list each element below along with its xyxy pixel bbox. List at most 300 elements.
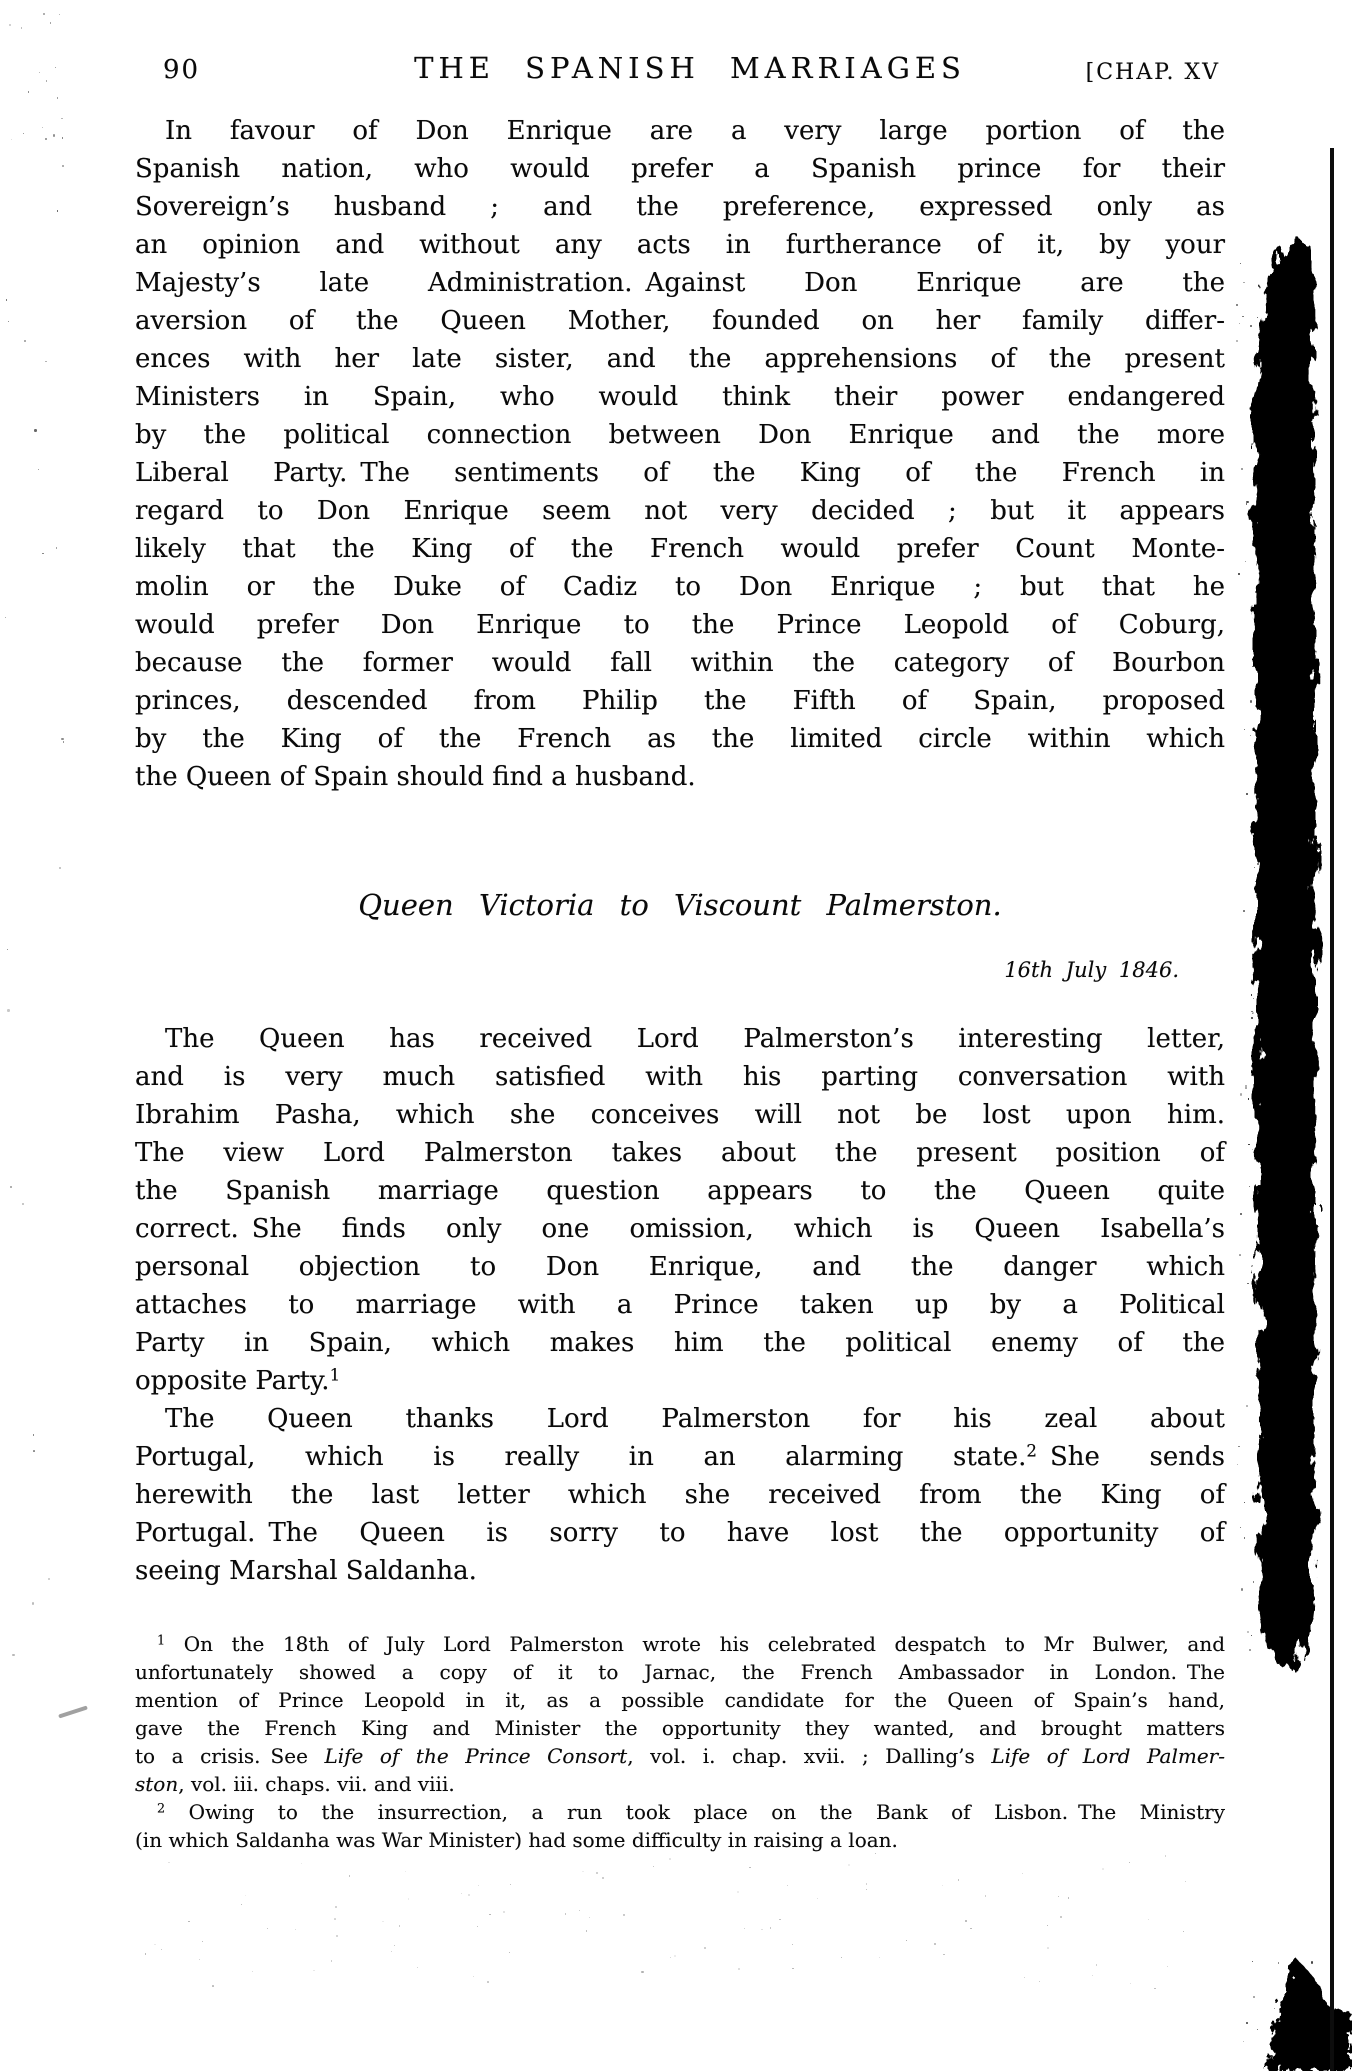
noise-dot: [509, 1952, 510, 1953]
text-run: the Queen of Spain should find a husband.: [135, 762, 696, 792]
noise-dot: [32, 1602, 34, 1604]
noise-dot: [1244, 729, 1245, 730]
noise-dot: [1257, 863, 1259, 865]
noise-dot: [1102, 1868, 1104, 1870]
text-run: , vol. i. chap. xvii. ; Dalling’s: [627, 1744, 992, 1768]
noise-dot: [161, 1949, 162, 1950]
noise-dot: [55, 67, 56, 68]
text-line: [135, 1324, 1225, 1362]
noise-dot: [1252, 1961, 1253, 1962]
text-run: , vol. iii. chaps. vii. and viii.: [178, 1772, 455, 1796]
noise-dot: [391, 1951, 392, 1952]
text-line: [135, 1826, 1225, 1854]
noise-dot: [473, 1976, 474, 1977]
noise-dot: [1286, 2042, 1288, 2044]
noise-dot: [33, 1450, 35, 1452]
text-line: [135, 1286, 1225, 1324]
text-run: On the 18th of July Lord Palmerston wrote his celebrated despatch to Mr Bulwer, and: [165, 1632, 1225, 1656]
text-run: mention of Prince Leopold in it, as a possible candidate for the Queen of Spain’s hand,: [135, 1688, 1225, 1712]
text-line: [135, 1248, 1225, 1286]
noise-dot: [749, 1867, 750, 1868]
text-run: likely that the King of the French would prefer Count Monte-: [135, 534, 1225, 564]
noise-dot: [1255, 1073, 1257, 1075]
noise-dot: [1251, 1017, 1253, 1019]
noise-dot: [1246, 503, 1247, 504]
noise-dot: [1297, 2014, 1298, 2015]
noise-dot: [1311, 1961, 1313, 1963]
noise-dot: [906, 1940, 907, 1941]
noise-dot: [5, 617, 6, 618]
noise-dot: [241, 1904, 242, 1905]
scan-pencil-mark: [58, 1705, 88, 1718]
text-run: In favour of Don Enrique are a very large portion of the: [165, 116, 1225, 146]
noise-dot: [1252, 666, 1253, 667]
noise-dot: [1254, 867, 1256, 869]
scan-corner-blob: [1228, 1946, 1352, 2071]
text-line: [135, 1172, 1225, 1210]
text-line: [135, 1438, 1225, 1476]
text-line: [135, 1658, 1225, 1686]
noise-dot: [1130, 1983, 1131, 1984]
noise-dot: [1022, 1873, 1023, 1874]
noise-dot: [168, 1862, 170, 1864]
noise-dot: [1255, 881, 1257, 883]
text-run: regard to Don Enrique seem not very decided ; but it appears: [135, 496, 1225, 526]
noise-dot: [1240, 1213, 1242, 1215]
noise-dot: [59, 867, 61, 869]
noise-dot: [399, 1925, 400, 1926]
noise-dot: [1257, 317, 1258, 318]
noise-dot: [958, 1879, 960, 1881]
noise-dot: [623, 1914, 624, 1915]
noise-dot: [1096, 1964, 1098, 1966]
noise-dot: [477, 1926, 478, 1927]
text-line: [135, 606, 1225, 644]
noise-dot: [674, 1955, 676, 1957]
noise-dot: [1047, 1925, 1048, 1926]
noise-dot: [1250, 325, 1252, 327]
text-run: Ministers in Spain, who would think their power endangered: [135, 382, 1225, 412]
noise-dot: [1242, 316, 1244, 318]
noise-dot: [43, 13, 45, 15]
noise-dot: [792, 1968, 794, 1970]
noise-dot: [1241, 1588, 1243, 1590]
noise-dot: [866, 1883, 868, 1885]
chapter-label: [CHAP. XV: [1085, 60, 1220, 85]
noise-dot: [1249, 1186, 1250, 1187]
noise-dot: [579, 1910, 580, 1911]
noise-dot: [1060, 1916, 1062, 1918]
text-run: The Queen thanks Lord Palmerston for his zeal about: [165, 1404, 1225, 1434]
noise-dot: [1068, 1897, 1070, 1899]
noise-dot: [1238, 1446, 1239, 1447]
noise-dot: [57, 97, 59, 99]
noise-dot: [1255, 614, 1257, 616]
text-run: correct. She finds only one omission, which is Queen Isabella’s: [135, 1214, 1225, 1244]
noise-dot: [6, 299, 8, 301]
noise-dot: [63, 741, 65, 743]
noise-dot: [1253, 1581, 1255, 1583]
noise-dot: [202, 1941, 203, 1942]
text-run: (in which Saldanha was War Minister) had some difficulty in raising a loan.: [135, 1828, 898, 1852]
noise-dot: [11, 139, 12, 140]
text-run: Life of the Prince Consort: [324, 1744, 628, 1768]
noise-dot: [1236, 340, 1238, 342]
text-run: The view Lord Palmerston takes about the present position of: [135, 1138, 1225, 1168]
noise-dot: [1154, 1988, 1155, 1989]
noise-dot: [336, 1935, 338, 1937]
noise-dot: [787, 1885, 788, 1886]
text-line: [135, 1020, 1225, 1058]
text-run: Sovereign’s husband ; and the preference, expressed only as: [135, 192, 1225, 222]
text-run: unfortunately showed a copy of it to Jarnac, the French Ambassador in London. The: [135, 1660, 1225, 1684]
noise-dot: [1316, 1982, 1317, 1983]
text-line: [135, 340, 1225, 378]
noise-dot: [1241, 468, 1243, 470]
noise-dot: [1058, 1896, 1059, 1897]
text-run: ston: [135, 1772, 179, 1796]
text-run: would prefer Don Enrique to the Prince Leopold of Coburg,: [135, 610, 1225, 640]
noise-dot: [1247, 1283, 1249, 1285]
text-line: [135, 1742, 1225, 1770]
noise-dot: [331, 1960, 332, 1961]
text-run: Party in Spain, which makes him the political enemy of the: [135, 1328, 1225, 1358]
noise-dot: [1183, 1931, 1184, 1932]
text-line: [135, 1058, 1225, 1096]
noise-dot: [33, 1434, 34, 1435]
text-line: [135, 302, 1225, 340]
text-run: aversion of the Queen Mother, founded on her family differ-: [135, 306, 1225, 336]
noise-dot: [589, 1917, 590, 1918]
running-title: THE SPANISH MARRIAGES: [414, 51, 966, 85]
noise-dot: [28, 91, 30, 93]
noise-dot: [7, 949, 8, 950]
noise-dot: [245, 1895, 246, 1896]
text-line: [135, 644, 1225, 682]
noise-dot: [1244, 1502, 1245, 1503]
noise-dot: [489, 1914, 491, 1916]
noise-dot: [59, 14, 60, 15]
text-run: Life of Lord Palmer-: [991, 1744, 1225, 1768]
noise-dot: [1245, 1085, 1247, 1087]
text-line: [135, 1630, 1225, 1658]
text-line: [135, 1096, 1225, 1134]
noise-dot: [1274, 2008, 1275, 2009]
noise-dot: [39, 72, 40, 73]
noise-dot: [1321, 2059, 1322, 2060]
text-run: She sends: [1036, 1442, 1225, 1472]
noise-dot: [1239, 1254, 1241, 1256]
noise-dot: [212, 1985, 214, 1987]
noise-dot: [943, 1954, 945, 1956]
text-run: Liberal Party. The sentiments of the King of the French in: [135, 458, 1225, 488]
text-run: gave the French King and Minister the opportunity they wanted, and brought matters: [135, 1716, 1225, 1740]
noise-dot: [866, 1889, 867, 1890]
noise-dot: [42, 553, 43, 554]
noise-dot: [46, 80, 48, 82]
noise-dot: [737, 1891, 739, 1893]
noise-dot: [1240, 1093, 1242, 1095]
text-line: [135, 568, 1225, 606]
noise-dot: [45, 361, 46, 362]
text-run: Portugal. The Queen is sorry to have lost the opportunity of: [135, 1518, 1225, 1548]
noise-dot: [22, 1203, 24, 1205]
noise-dot: [970, 1928, 972, 1930]
text-run: Majesty’s late Administration. Against Don Enrique are the: [135, 268, 1225, 298]
noise-dot: [1297, 1969, 1299, 1971]
text-line: [135, 150, 1225, 188]
noise-dot: [1239, 323, 1240, 324]
noise-dot: [1287, 1997, 1288, 1998]
text-run: Spanish nation, who would prefer a Spanish prince for their: [135, 154, 1225, 184]
text-line: [135, 416, 1225, 454]
noise-dot: [57, 210, 59, 212]
text-line: [135, 1552, 1225, 1590]
noise-dot: [394, 1945, 395, 1946]
noise-dot: [252, 1971, 253, 1972]
text-run: attaches to marriage with a Prince taken up by a Political: [135, 1290, 1225, 1320]
noise-dot: [848, 1864, 850, 1866]
noise-dot: [1185, 1881, 1186, 1882]
noise-dot: [942, 1885, 943, 1886]
noise-dot: [1254, 742, 1255, 743]
text-run: by the King of the French as the limited circle within which: [135, 724, 1225, 754]
text-line: [135, 1362, 1225, 1400]
noise-dot: [461, 1893, 462, 1894]
noise-dot: [1316, 2051, 1317, 2052]
noise-dot: [841, 1957, 842, 1958]
text-line: [135, 682, 1225, 720]
noise-dot: [1248, 1098, 1250, 1100]
footnote-1: [135, 1630, 1225, 1798]
noise-dot: [8, 321, 9, 322]
noise-dot: [1243, 2041, 1244, 2042]
noise-dot: [145, 1953, 147, 1955]
noise-dot: [770, 1927, 771, 1928]
noise-dot: [62, 137, 64, 139]
text-run: and is very much satisfied with his parting conversation with: [135, 1062, 1225, 1092]
text-line: [135, 264, 1225, 302]
text-line: [135, 1798, 1225, 1826]
noise-dot: [61, 738, 64, 741]
noise-dot: [817, 1898, 818, 1899]
text-line: [135, 758, 1225, 796]
text-run: Portugal, which is really in an alarming state.: [135, 1442, 1027, 1472]
letter-paragraph-1: [135, 1020, 1225, 1400]
noise-dot: [12, 1654, 14, 1656]
text-run: seeing Marshal Saldanha.: [135, 1556, 477, 1586]
text-line: [135, 720, 1225, 758]
noise-dot: [23, 133, 24, 134]
noise-dot: [1246, 793, 1248, 795]
noise-dot: [1024, 1977, 1025, 1978]
footnote-marker: 1: [329, 1365, 341, 1385]
noise-dot: [349, 1875, 351, 1877]
text-line: [135, 530, 1225, 568]
text-line: [135, 1714, 1225, 1742]
noise-dot: [1327, 2037, 1328, 2038]
noise-dot: [1248, 1144, 1250, 1146]
noise-dot: [468, 1894, 469, 1895]
noise-dot: [1237, 1464, 1238, 1465]
noise-dot: [61, 118, 63, 120]
noise-dot: [792, 1944, 793, 1945]
text-run: The Queen has received Lord Palmerston’s interesting letter,: [165, 1024, 1225, 1054]
noise-dot: [641, 1971, 643, 1973]
noise-dot: [565, 1913, 567, 1915]
noise-dot: [1250, 735, 1251, 736]
text-line: [135, 1476, 1225, 1514]
noise-dot: [50, 22, 52, 24]
text-line: [135, 1400, 1225, 1438]
noise-dot: [21, 27, 23, 29]
noise-dot: [1243, 282, 1244, 283]
noise-dot: [761, 1929, 763, 1931]
noise-dot: [24, 340, 26, 342]
noise-dot: [1278, 1962, 1280, 1964]
noise-dot: [1317, 2049, 1320, 2052]
noise-dot: [1167, 1966, 1168, 1967]
noise-dot: [1252, 1149, 1253, 1150]
noise-dot: [1247, 1631, 1249, 1633]
footnotes-block: [135, 1630, 1225, 1854]
noise-dot: [1244, 1537, 1246, 1539]
noise-dot: [1252, 1288, 1253, 1289]
noise-dot: [313, 1970, 314, 1971]
noise-dot: [1245, 1087, 1247, 1089]
noise-dot: [199, 1959, 200, 1960]
noise-dot: [1092, 1975, 1094, 1977]
noise-dot: [965, 1920, 967, 1922]
noise-dot: [188, 1921, 189, 1922]
text-run: an opinion and without any acts in furtherance of it, by your: [135, 230, 1225, 260]
text-line: [135, 188, 1225, 226]
text-run: herewith the last letter which she received from the King of: [135, 1480, 1225, 1510]
noise-dot: [1246, 1405, 1248, 1407]
text-run: ences with her late sister, and the apprehensions of the present: [135, 344, 1225, 374]
noise-dot: [1240, 263, 1241, 264]
noise-dot: [1129, 1862, 1130, 1863]
noise-dot: [487, 1981, 489, 1983]
noise-dot: [1255, 591, 1257, 593]
noise-dot: [382, 1921, 383, 1922]
noise-dot: [602, 1877, 604, 1879]
noise-dot: [704, 1947, 706, 1949]
text-run: the Spanish marriage question appears to the Queen quite: [135, 1176, 1225, 1206]
noise-dot: [653, 1866, 654, 1867]
noise-dot: [42, 127, 43, 128]
noise-dot: [38, 469, 39, 470]
noise-dot: [408, 1898, 409, 1899]
noise-dot: [779, 1919, 780, 1920]
noise-dot: [62, 165, 64, 167]
noise-dot: [417, 1967, 418, 1968]
noise-dot: [1165, 1855, 1166, 1856]
noise-dot: [10, 1186, 11, 1187]
noise-dot: [1236, 304, 1238, 306]
text-line: [135, 492, 1225, 530]
text-run: personal objection to Don Enrique, and the danger which: [135, 1252, 1225, 1282]
noise-dot: [301, 1863, 302, 1864]
noise-dot: [7, 1009, 9, 1011]
text-line: [135, 1514, 1225, 1552]
noise-dot: [1253, 1996, 1255, 1998]
noise-dot: [596, 1872, 598, 1874]
text-run: princes, descended from Philip the Fifth of Spain, proposed: [135, 686, 1225, 716]
noise-dot: [34, 429, 36, 431]
text-line: [135, 1134, 1225, 1172]
scan-page-edge-line: [1330, 148, 1334, 2071]
noise-dot: [1258, 1279, 1259, 1280]
noise-dot: [335, 1906, 337, 1908]
footnote-marker: 2: [1026, 1441, 1037, 1461]
noise-dot: [586, 1930, 587, 1931]
noise-dot: [582, 1871, 584, 1873]
noise-dot: [669, 1858, 671, 1860]
noise-dot: [503, 1911, 505, 1913]
noise-dot: [1258, 568, 1259, 569]
noise-dot: [295, 1929, 296, 1930]
noise-dot: [9, 24, 11, 26]
noise-dot: [985, 1895, 987, 1897]
text-line: [135, 226, 1225, 264]
noise-dot: [56, 547, 58, 549]
noise-dot: [1243, 910, 1245, 912]
text-run: to a crisis. See: [135, 1744, 325, 1768]
text-run: molin or the Duke of Cadiz to Don Enrique ; but that he: [135, 572, 1225, 602]
text-run: by the political connection between Don Enrique and the more: [135, 420, 1225, 450]
noise-dot: [154, 1944, 155, 1945]
noise-dot: [1253, 1298, 1254, 1299]
noise-dot: [1251, 1635, 1252, 1636]
noise-dot: [1270, 2055, 1272, 2057]
noise-dot: [267, 1928, 268, 1929]
noise-dot: [1246, 2022, 1248, 2024]
noise-dot: [738, 1968, 740, 1970]
noise-dot: [405, 1871, 406, 1872]
letter-date: 16th July 1846.: [1004, 958, 1179, 982]
footnote-marker: 1: [157, 1633, 166, 1649]
noise-dot: [1257, 2029, 1258, 2030]
noise-dot: [1238, 573, 1240, 575]
footnote-marker: 2: [157, 1801, 166, 1817]
page-number: 90: [163, 55, 201, 85]
noise-dot: [1039, 1981, 1040, 1982]
text-run: Ibrahim Pasha, which she conceives will not be lost upon him.: [135, 1100, 1225, 1130]
noise-dot: [45, 138, 47, 140]
noise-dot: [670, 1957, 671, 1958]
letter-paragraph-2: [135, 1400, 1225, 1590]
text-line: [135, 1686, 1225, 1714]
noise-dot: [478, 1885, 479, 1886]
text-run: Owing to the insurrection, a run took place on the Bank of Lisbon. The Ministry: [165, 1800, 1225, 1824]
noise-dot: [1246, 501, 1248, 503]
noise-dot: [1148, 1919, 1149, 1920]
text-run: because the former would fall within the category of Bourbon: [135, 648, 1225, 678]
text-line: [135, 454, 1225, 492]
noise-dot: [48, 1578, 50, 1580]
noise-dot: [1251, 994, 1253, 996]
noise-dot: [510, 1884, 511, 1885]
noise-dot: [1249, 1649, 1251, 1651]
letter-heading: Queen Victoria to Viscount Palmerston.: [358, 888, 1002, 922]
noise-dot: [53, 134, 55, 136]
text-line: [135, 1210, 1225, 1248]
footnote-2: [135, 1798, 1225, 1854]
text-run: opposite Party.: [135, 1366, 330, 1396]
noise-dot: [1240, 1527, 1241, 1528]
letter-body-continued: [135, 112, 1225, 796]
